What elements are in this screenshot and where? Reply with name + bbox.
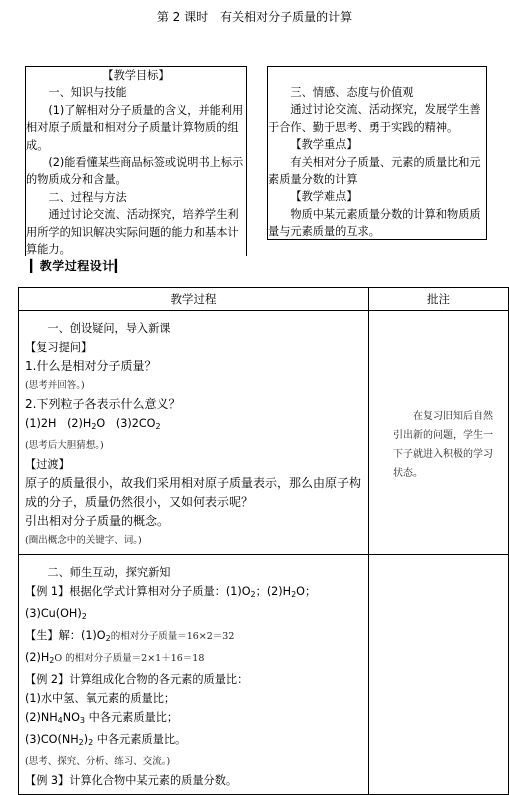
process-cell-1 [19, 311, 369, 555]
process-design-heading: ▎教学过程设计▎ [30, 259, 125, 273]
process-cell-2 [19, 555, 369, 795]
example-2-item-1: (1)水中氢、氧元素的质量比； [25, 692, 176, 705]
solution-2: $(2)H_2O$ 的相对分子质量＝2×1＋16＝18 [25, 651, 205, 665]
annotation-cell-2 [369, 555, 509, 795]
example-2-item-3: $(3)CO(NH_2)_2$ 中各元素质量比。 [25, 733, 187, 747]
example-1: 【例 1】根据化学式计算相对分子质量：$(1)O_2$；$(2)H_2O$；$(3)Cu(OH)_2$ [25, 585, 317, 621]
part2-heading: 二、师生互动，探究新知 [47, 566, 171, 579]
transition-text: 原子的质量很小，故我们采用相对原子质量表示，那么由原子构成的分子，质量仍然很小，又如何表示呢？ [25, 476, 362, 509]
difficulties-text: 物质中某元素质量分数的计算和物质质量与元素质量的互求。 [268, 207, 481, 239]
note-3: (圈出概念中的关键字、词。) [25, 535, 142, 546]
objectives-heading: 【教学目标】 [102, 69, 170, 82]
question-2: 2.下列粒子各表示什么意义？ [25, 397, 181, 411]
example-2: 【例 2】计算组成化合物的各元素的质量比： [25, 673, 249, 686]
note-2: (思考后大胆猜想。) [25, 440, 104, 451]
values-section: 三、情感、态度与价值观 [290, 86, 414, 99]
example-2-item-2: $(2)NH_4NO_3$ 中各元素质量比； [25, 711, 179, 725]
objective-item-2: (2)能看懂某些商品标签或说明书上标示的物质成分和含量。 [26, 156, 244, 187]
process-table [18, 287, 509, 795]
question-1: 1.什么是相对分子质量？ [25, 359, 157, 373]
concept-intro: 引出相对分子质量的概念。 [25, 514, 170, 528]
annotation-cell-1 [369, 311, 509, 555]
table-header-row [19, 288, 509, 311]
knowledge-section: 一、知识与技能 [48, 86, 127, 100]
objective-item-1: (1)了解相对分子质量的含义，并能利用相对原子质量和相对分子质量计算物质的组成。 [26, 103, 244, 152]
solution-1: 【生】解：$(1)O_2$的相对分子质量＝16×2＝32 [25, 629, 235, 643]
part1-heading: 一、创设疑问，导入新课 [47, 322, 171, 335]
question-2-items: (1)2H $(2)H_2O$ $(3)2CO_2$ [25, 417, 161, 431]
table-row [19, 311, 509, 555]
objective-item-3: 通过讨论交流、活动探究，培养学生利用所学的知识解决实际问题的能力和基本计算能力。 [26, 208, 239, 257]
review-label: 【复习提问】 [25, 341, 93, 354]
annotation-text: 在复习旧知后自然引出新的问题，学生一下子就进入积极的学习状态。 [393, 411, 493, 479]
objectives-box [25, 66, 247, 256]
column-header-process: 教学过程 [19, 288, 369, 311]
column-header-annotation: 批注 [369, 288, 509, 311]
process-method-section: 二、过程与方法 [48, 190, 127, 204]
key-points-text: 有关相对分子质量、元素的质量比和元素质量分数的计算 [268, 155, 481, 187]
key-points-heading: 【教学重点】 [290, 138, 358, 152]
example-3: 【例 3】计算化合物中某元素的质量分数。 [25, 774, 238, 787]
note-4: (思考、探究、分析、练习、交流。) [25, 756, 171, 767]
table-row [19, 555, 509, 795]
page-title: 第 2 课时 有关相对分子质量的计算 [156, 10, 353, 24]
values-item: 通过讨论交流、活动探究，发展学生善于合作、勤于思考、勇于实践的精神。 [268, 103, 481, 134]
transition-label: 【过渡】 [25, 458, 70, 471]
difficulties-heading: 【教学难点】 [290, 190, 358, 204]
values-box [267, 66, 487, 240]
note-1: (思考并回答。) [25, 380, 85, 391]
